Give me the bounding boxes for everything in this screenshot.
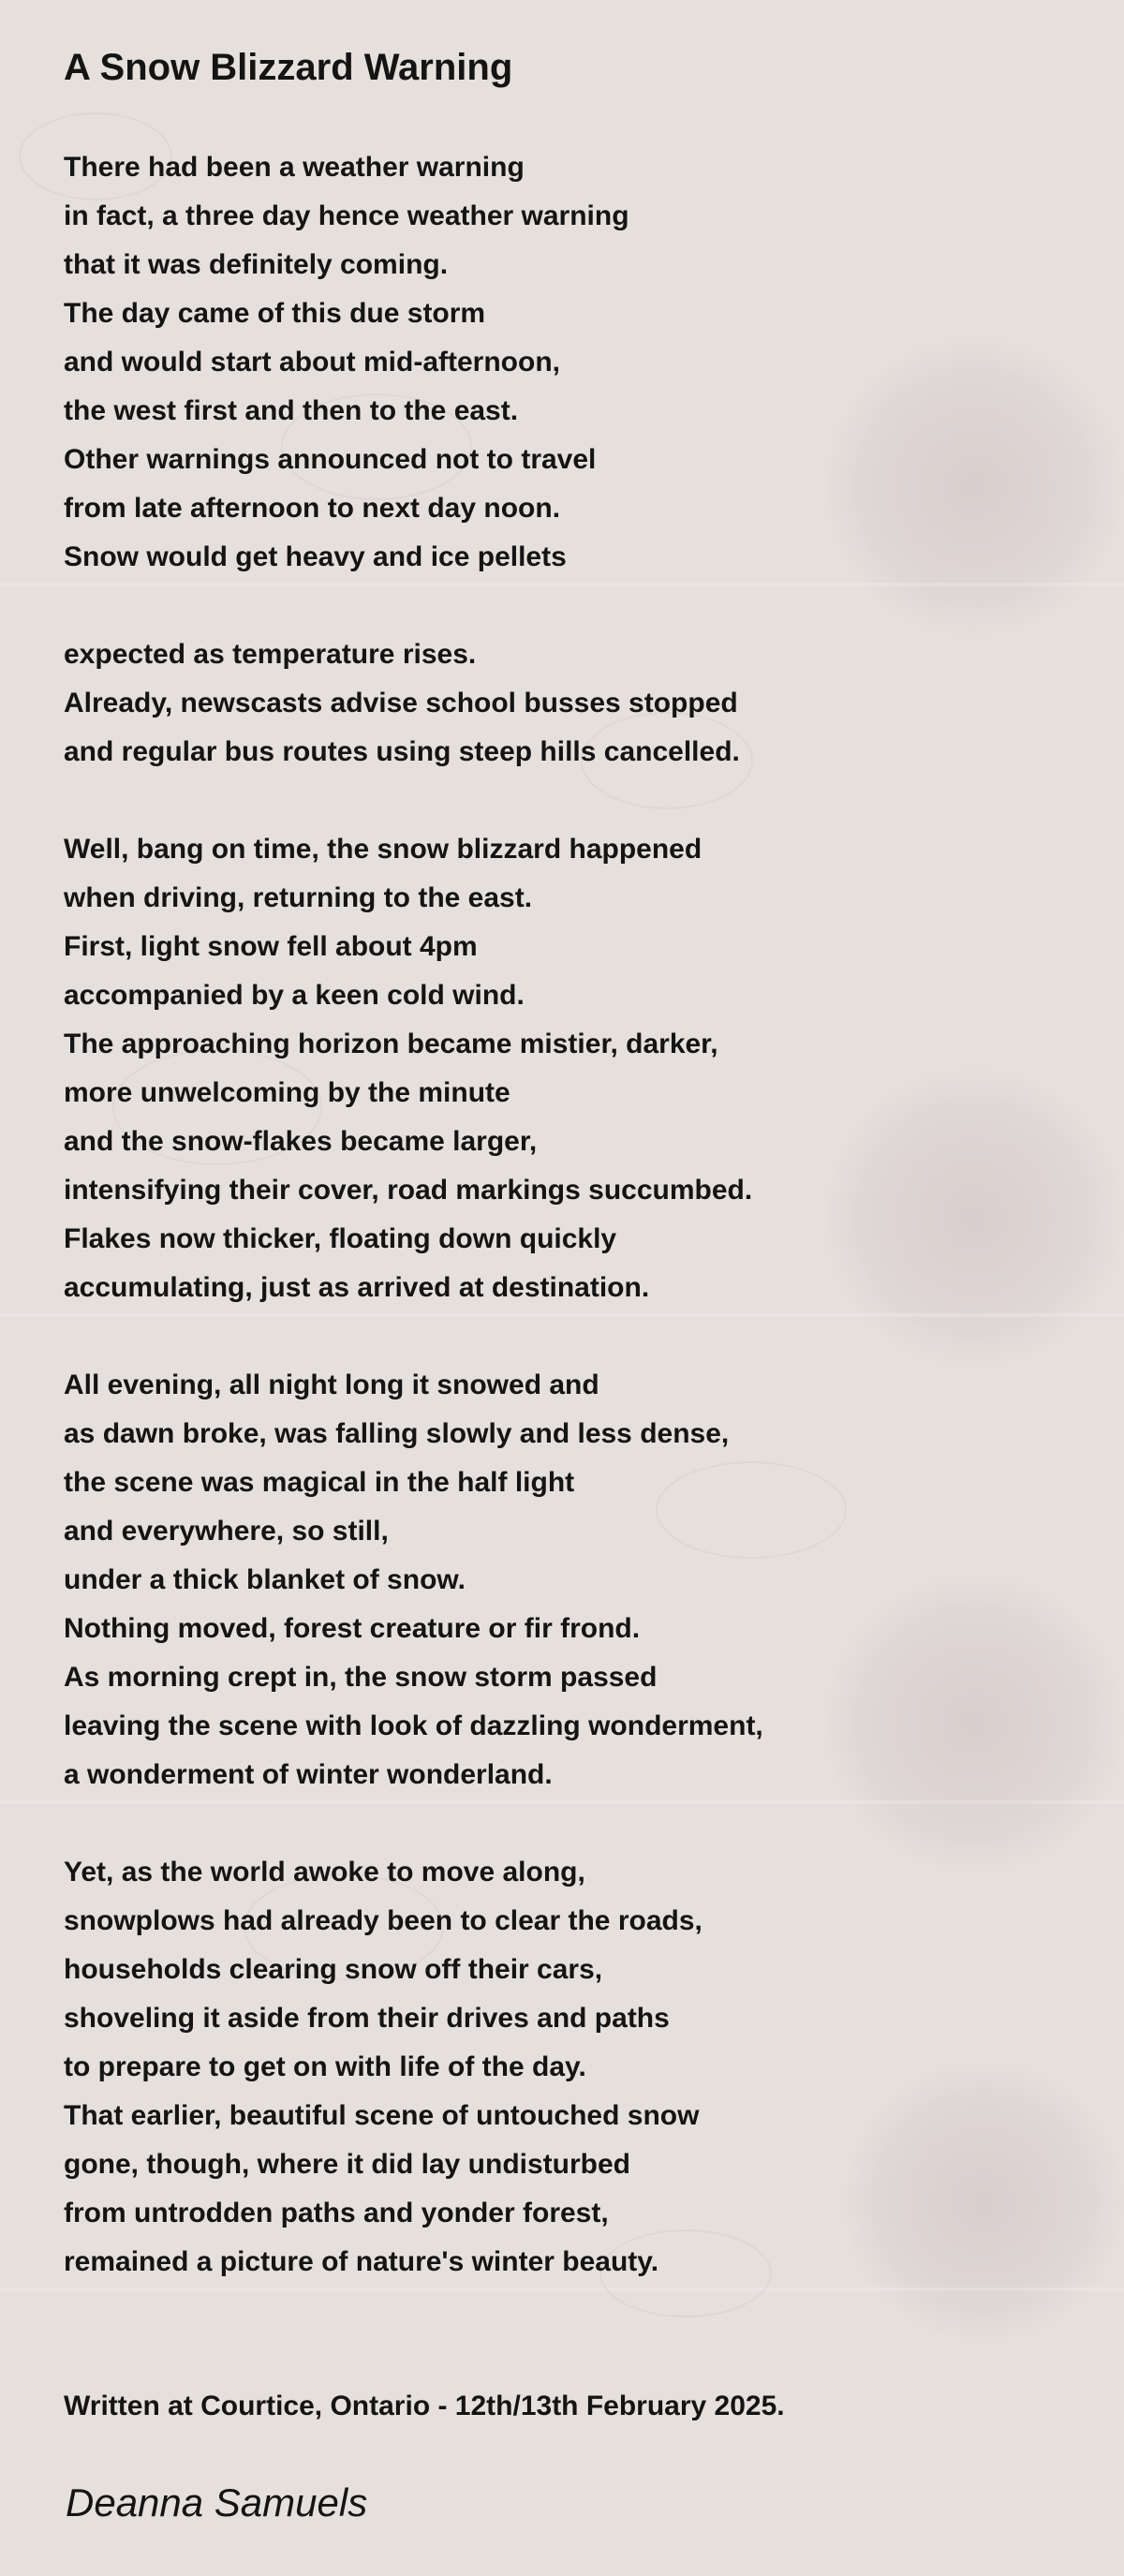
poem-line: leaving the scene with look of dazzling wonderment, [64,1710,763,1741]
poem-line: Well, bang on time, the snow blizzard happened [64,834,702,865]
poem-line: when driving, returning to the east. [64,882,533,913]
poem-line: a wonderment of winter wonderland. [64,1759,553,1790]
poem-title: A Snow Blizzard Warning [64,47,513,88]
poem-stanza [64,1848,1075,2287]
poem-line: All evening, all night long it snowed and [64,1369,599,1400]
poem-line: That earlier, beautiful scene of untouched snow [64,2100,700,2131]
poem-line: as dawn broke, was falling slowly and less dense, [64,1418,730,1449]
poem-line: under a thick blanket of snow. [64,1564,466,1595]
poem-line: Flakes now thicker, floating down quickly [64,1223,617,1254]
poem-line: Yet, as the world awoke to move along, [64,1857,585,1888]
poem-line: more unwelcoming by the minute [64,1077,510,1108]
poem-line: the scene was magical in the half light [64,1467,575,1498]
poem-line: Other warnings announced not to travel [64,444,597,475]
poem-line: and the snow-flakes became larger, [64,1126,538,1157]
poem-stanza [64,1361,1075,1799]
poem-line: and would start about mid-afternoon, [64,347,560,378]
poem-stanza [64,143,1075,582]
poem-line: accompanied by a keen cold wind. [64,980,525,1011]
poem-line: expected as temperature rises. [64,639,477,670]
poem-line: Already, newscasts advise school busses stopped [64,688,738,718]
poem-line: First, light snow fell about 4pm [64,931,478,962]
poem-stanza [64,630,1075,777]
poem-line: The approaching horizon became mistier, darker, [64,1029,718,1059]
poem-line: and regular bus routes using steep hills cancelled. [64,736,740,767]
poem-line: The day came of this due storm [64,298,486,329]
poem-line: the west first and then to the east. [64,395,519,426]
poem-note: Written at Courtice, Ontario - 12th/13th February 2025. [64,2391,785,2421]
poem-line: shoveling it aside from their drives and paths [64,2003,670,2034]
poem-line: As morning crept in, the snow storm passed [64,1662,658,1693]
poem-line: households clearing snow off their cars, [64,1954,603,1985]
poem-stanza [64,825,1075,1312]
poem-line: in fact, a three day hence weather warning [64,200,629,231]
poem-line: snowplows had already been to clear the roads, [64,1905,702,1936]
poem-body [64,143,1075,2335]
poem-line: remained a picture of nature's winter beauty. [64,2246,659,2277]
poem-line: from untrodden paths and yonder forest, [64,2198,609,2228]
poem-line: There had been a weather warning [64,152,525,183]
poem-line: Nothing moved, forest creature or fir frond. [64,1613,641,1644]
poem-line: to prepare to get on with life of the day. [64,2051,586,2082]
poem-line: Snow would get heavy and ice pellets [64,541,567,572]
poem-line: and everywhere, so still, [64,1516,389,1547]
poem-line: gone, though, where it did lay undisturbed [64,2149,630,2180]
poem-author: Deanna Samuels [66,2480,368,2524]
poem-line: intensifying their cover, road markings succumbed. [64,1175,753,1206]
poem-line: accumulating, just as arrived at destination. [64,1272,650,1303]
poem-line: that it was definitely coming. [64,249,449,280]
poem-line: from late afternoon to next day noon. [64,493,561,524]
